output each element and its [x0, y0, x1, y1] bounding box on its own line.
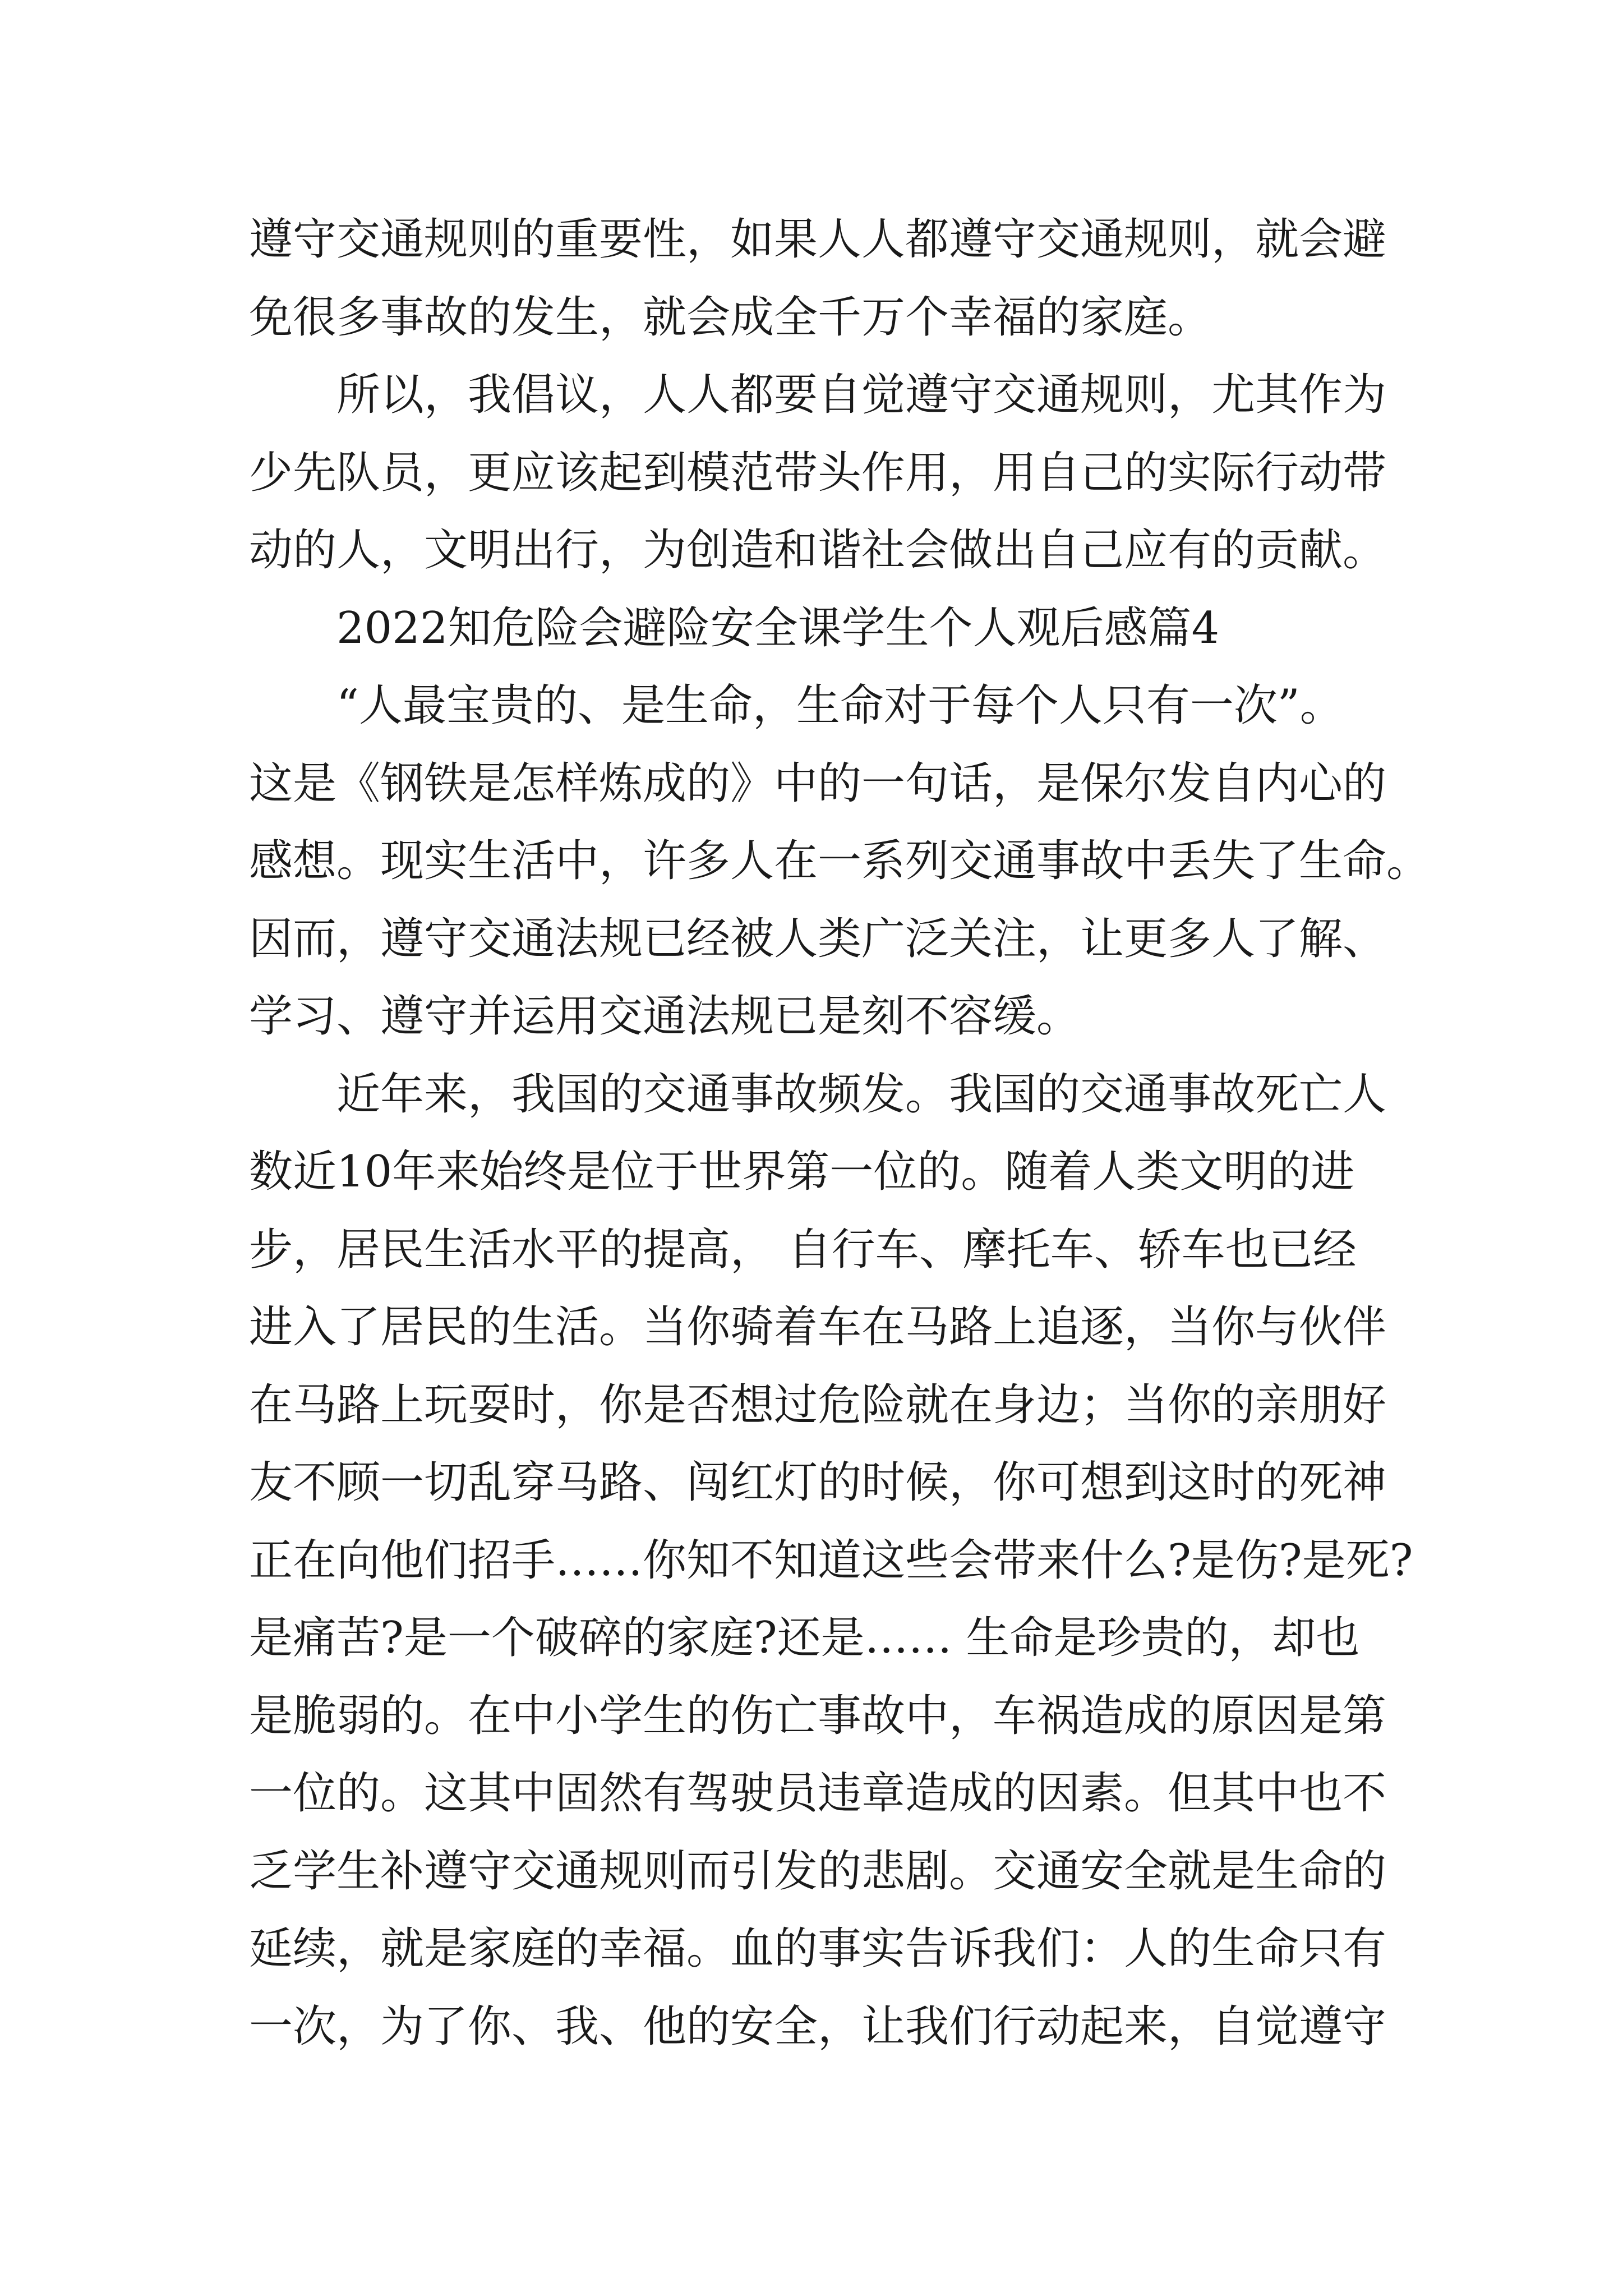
- text-line: 动的人，文明出行，为创造和谐社会做出自己应有的贡献。: [249, 525, 1387, 576]
- text-line: “人最宝贵的、是生命，生命对于每个人只有一次”。: [336, 680, 1344, 731]
- text-line: 步，居民生活水平的提高， 自行车、摩托车、轿车也已经: [249, 1224, 1357, 1275]
- text-line: 这是《钢铁是怎样炼成的》中的一句话，是保尔发自内心的: [249, 758, 1387, 809]
- text-line: 遵守交通规则的重要性，如果人人都遵守交通规则，就会避: [249, 214, 1387, 265]
- text-line: 所以，我倡议，人人都要自觉遵守交通规则，尤其作为: [336, 370, 1387, 420]
- text-line: 因而，遵守交通法规已经被人类广泛关注，让更多人了解、: [249, 913, 1387, 964]
- document-body: [249, 201, 1431, 2065]
- text-line: 感想。现实生活中，许多人在一系列交通事故中丢失了生命。: [249, 836, 1431, 886]
- text-line: 进入了居民的生活。当你骑着车在马路上追逐，当你与伙伴: [249, 1302, 1387, 1352]
- text-line: 是痛苦?是一个破碎的家庭?还是…… 生命是珍贵的，却也: [249, 1613, 1360, 1663]
- text-line: 一位的。这其中固然有驾驶员违章造成的因素。但其中也不: [249, 1768, 1387, 1819]
- text-line: 近年来，我国的交通事故频发。我国的交通事故死亡人: [336, 1069, 1387, 1120]
- text-line: 数近10年来始终是位于世界第一位的。随着人类文明的进: [249, 1147, 1355, 1197]
- text-line: 免很多事故的发生，就会成全千万个幸福的家庭。: [249, 292, 1212, 343]
- text-line: 乏学生补遵守交通规则而引发的悲剧。交通安全就是生命的: [249, 1846, 1387, 1897]
- text-line: 一次，为了你、我、他的安全，让我们行动起来，自觉遵守: [249, 2001, 1387, 2052]
- section-heading: 2022知危险会避险安全课学生个人观后感篇4: [336, 602, 1220, 654]
- text-line: 在马路上玩耍时，你是否想过危险就在身边；当你的亲朋好: [249, 1379, 1387, 1430]
- text-line: 正在向他们招手……你知不知道这些会带来什么?是伤?是死?: [249, 1535, 1413, 1586]
- text-line: 是脆弱的。在中小学生的伤亡事故中，车祸造成的原因是第: [249, 1690, 1387, 1741]
- text-line: 学习、遵守并运用交通法规已是刻不容缓。: [249, 991, 1081, 1042]
- text-line: 少先队员，更应该起到模范带头作用，用自己的实际行动带: [249, 447, 1387, 498]
- text-line: 延续，就是家庭的幸福。血的事实告诉我们：人的生命只有: [249, 1924, 1387, 1974]
- text-line: 友不顾一切乱穿马路、闯红灯的时候，你可想到这时的死神: [249, 1457, 1387, 1508]
